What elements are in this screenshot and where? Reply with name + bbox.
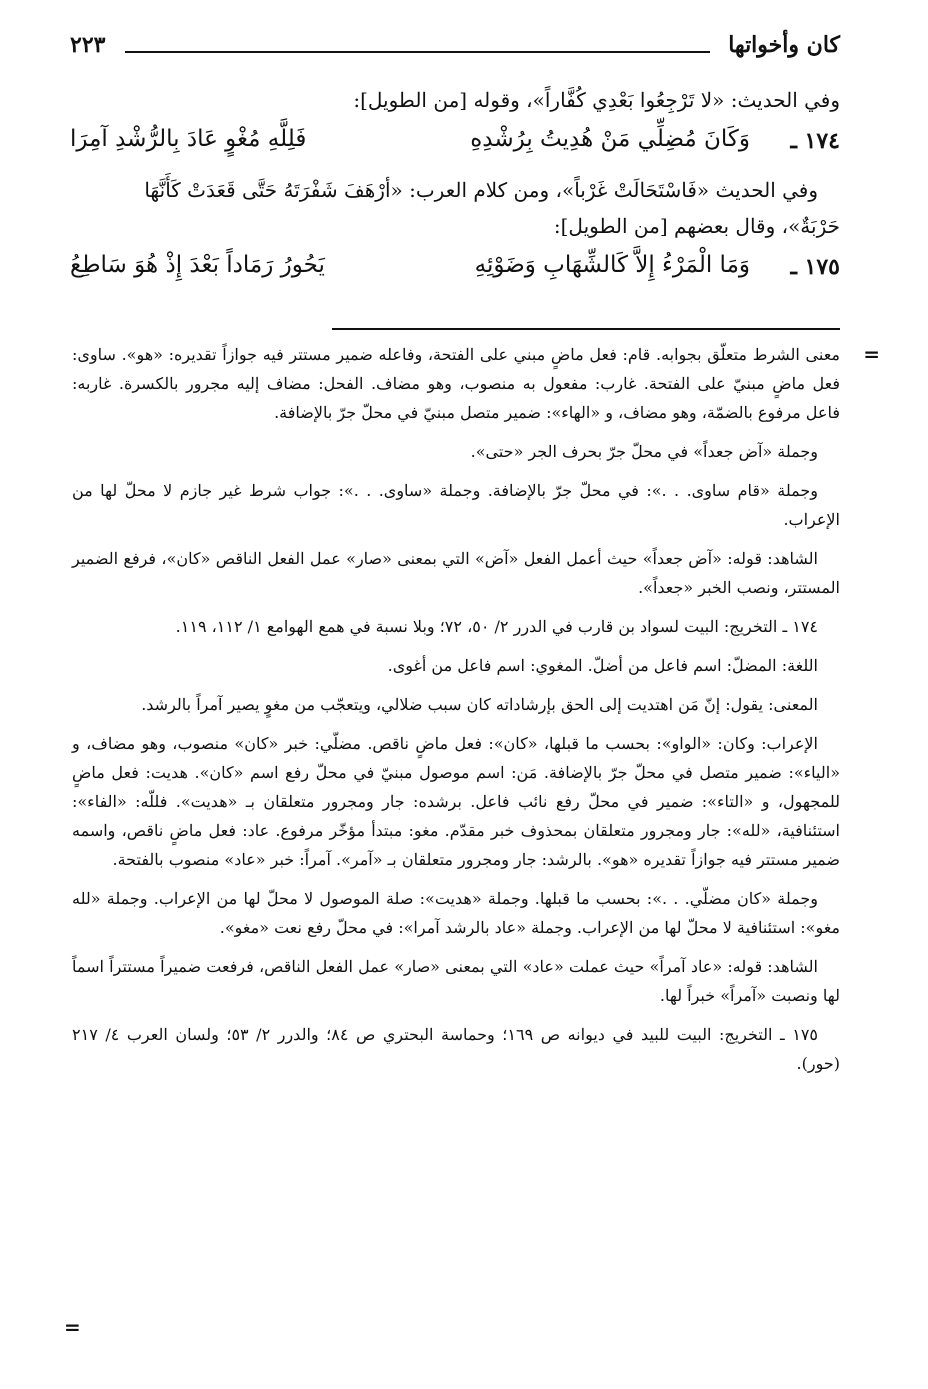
footnote-paragraph: وجملة «قام ساوى. . .»: في محلّ جرّ بالإضافة. وجملة «ساوى. . .»: جواب شرط غير جازم لا محلّ لها من الإعراب. <box>72 481 840 529</box>
header-rule <box>125 51 710 53</box>
footnote-paragraph: الشاهد: قوله: «آض جعداً» حيث أعمل الفعل «آض» التي بمعنى «صار» عمل الفعل الناقص «كان»، فرفع الضمير المستتر، ونصب الخبر «جعداً». <box>72 549 840 597</box>
page-number: ٢٢٣ <box>70 32 106 58</box>
continuation-marker: = <box>64 1315 81 1339</box>
verse-175 <box>70 244 840 298</box>
continuation-marker: = <box>863 342 880 366</box>
footnote-divider <box>332 328 840 330</box>
footnote-paragraph: الشاهد: قوله: «عاد آمراً» حيث عملت «عاد» التي بمعنى «صار» عمل الفعل الناقص، فرفعت ضميراً مستتراً اسماً لها ونصبت «آمراً» خبراً لها. <box>72 957 840 1005</box>
verse-number: ١٧٥ ـ <box>790 254 840 280</box>
verse-first-hemistich: وَمَا الْمَرْءُ إِلاَّ كَالشِّهَابِ وَضَوْئِهِ <box>474 252 750 278</box>
hadith-line: وفي الحديث «فَاسْتَحَالَتْ غَرْباً»، ومن كلام العرب: «أرْهَفَ شَفْرَتَهُ حَتَّى قَعَدَتْ كَأَنَّهَا <box>144 178 818 202</box>
footnotes <box>72 340 840 1088</box>
verse-number: ١٧٤ ـ <box>790 128 840 154</box>
footnote-paragraph: وجملة «آض جعداً» في محلّ جرّ بحرف الجر «حتى». <box>470 442 818 461</box>
verse-174 <box>70 118 840 172</box>
intro-line: وفي الحديث: «لا تَرْجِعُوا بَعْدِي كُفَّاراً»، وقوله [من الطويل]: <box>353 88 840 112</box>
running-title: كان وأخواتها <box>728 32 840 58</box>
footnote-paragraph: المعنى: يقول: إنّ مَن اهتديت إلى الحق بإرشاداته كان سبب ضلالي، ويتعجّب من مغوٍ يصير آمراً بالرشد. <box>141 695 818 714</box>
footnote-paragraph: معنى الشرط متعلّق بجوابه. قام: فعل ماضٍ مبني على الفتحة، وفاعله ضمير مستتر فيه جوازاً تقديره: «هو». ساوى: فعل ماضٍ مبنيّ على الفتحة. غارب: مفعول به منصوب، وهو مضاف. الفحل: مضاف إليه مجرور بالكسرة. غاربه: فاعل مرفوع بالضمّة، وهو مضاف، و «الهاء»: ضمير متصل مبنيّ في محلّ جرّ بالإضافة. <box>72 345 840 422</box>
footnote-paragraph: الإعراب: وكان: «الواو»: بحسب ما قبلها، «كان»: فعل ماضٍ ناقص. مضلّي: خبر «كان» منصوب، وهو مضاف، و «الياء»: ضمير متصل في محلّ جرّ بالإضافة. مَن: اسم موصول مبنيّ في محلّ رفع اسم «كان». هديت: فعل ماضٍ للمجهول، و «التاء»: ضمير في محلّ رفع نائب فاعل. برشده: جار ومجرور متعلقان بـ «هديت». فللّه: «الفاء»: استئنافية، «لله»: جار ومجرور متعلقان بمحذوف خبر مقدّم. مغو: مبتدأ مؤخّر مرفوع. عاد: فعل ماضٍ ناقص، واسمه ضمير مستتر فيه جوازاً تقديره «هو». بالرشد: جار ومجرور متعلقان بـ «آمر». آمراً: خبر «عاد» منصوب بالفتحة. <box>72 734 840 869</box>
footnote-paragraph: اللغة: المضلّ: اسم فاعل من أضلّ. المغوي: اسم فاعل من أغوى. <box>387 656 818 675</box>
footnote-paragraph: ١٧٤ ـ التخريج: البيت لسواد بن قارب في الدرر ٢/ ٥٠، ٧٢؛ وبلا نسبة في همع الهوامع ١/ ١١٢، ١١٩. <box>175 617 818 636</box>
verse-second-hemistich: فَلِلَّهِ مُغْوٍ عَادَ بِالرُّشْدِ آمِرَا <box>70 126 307 152</box>
verse-second-hemistich: يَحُورُ رَمَاداً بَعْدَ إِذْ هُوَ سَاطِعُ <box>70 252 325 278</box>
footnote-paragraph: وجملة «كان مضلّي. . .»: بحسب ما قبلها. وجملة «هديت»: صلة الموصول لا محلّ لها من الإعراب. وجملة «لله مغو»: استئنافية لا محلّ لها من الإعراب. وجملة «عاد بالرشد آمرا»: في محلّ رفع نعت «مغو». <box>72 889 840 937</box>
footnote-paragraph: ١٧٥ ـ التخريج: البيت للبيد في ديوانه ص ١٦٩؛ وحماسة البحتري ص ٨٤؛ والدرر ٢/ ٥٣؛ ولسان العرب ٤/ ٢١٧ (حور). <box>72 1025 840 1073</box>
continuation-line: حَرْبَةٌ»، وقال بعضهم [من الطويل]: <box>553 214 840 238</box>
verse-first-hemistich: وَكَانَ مُضِلِّي مَنْ هُدِيتُ بِرُشْدِهِ <box>470 126 750 152</box>
page-header <box>70 30 840 64</box>
main-text <box>70 82 840 298</box>
